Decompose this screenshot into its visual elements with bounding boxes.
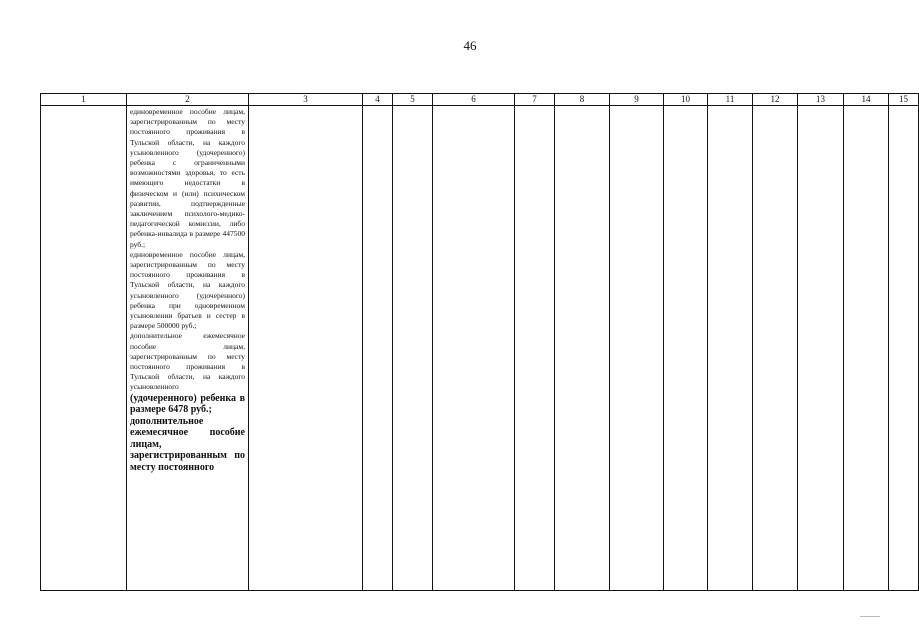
column-header: 15: [889, 94, 919, 106]
column-header: 4: [363, 94, 393, 106]
table-cell: [363, 106, 393, 591]
table-cell: [515, 106, 555, 591]
column-header: 5: [393, 94, 433, 106]
scan-mark: [860, 616, 880, 617]
data-table: [40, 93, 919, 591]
table-cell: [41, 106, 127, 591]
table-cell: [249, 106, 363, 591]
column-header: 1: [41, 94, 127, 106]
description-cell: [127, 106, 249, 591]
column-header: 11: [708, 94, 753, 106]
header-row: [41, 94, 919, 106]
column-header: 14: [844, 94, 889, 106]
column-header: 6: [433, 94, 515, 106]
column-header: 12: [753, 94, 798, 106]
column-header: 3: [249, 94, 363, 106]
page-number: 46: [463, 38, 477, 53]
table-cell: [664, 106, 708, 591]
table-cell: [555, 106, 610, 591]
benefit-paragraph: (удочеренного) ребенка в размере 6478 руб.;: [130, 392, 245, 416]
column-header: 13: [798, 94, 844, 106]
table-cell: [753, 106, 798, 591]
benefit-paragraph: дополнительное ежемесячное пособие лицам, зарегистрированным по месту постоянного: [130, 415, 245, 473]
table-cell: [844, 106, 889, 591]
column-header: 8: [555, 94, 610, 106]
benefit-paragraph: единовременное пособие лицам, зарегистрированным по месту постоянного проживания в Тульской области, на каждого усыновленного (удочеренного) ребенка при одновременном усыновлении братьев и сестер в размере 500000 руб.;: [130, 249, 245, 331]
column-header: 2: [127, 94, 249, 106]
column-header: 7: [515, 94, 555, 106]
benefit-paragraph: дополнительное ежемесячное пособие лицам, зарегистрированным по месту постоянного проживания в Тульской области, на каждого усыновленного: [130, 331, 245, 392]
table-cell: [393, 106, 433, 591]
table-cell: [433, 106, 515, 591]
column-header: 10: [664, 94, 708, 106]
table-cell: [889, 106, 919, 591]
table-cell: [708, 106, 753, 591]
benefit-paragraph: единовременное пособие лицам, зарегистрированным по месту постоянного проживания в Тульской области, на каждого усыновленного (удочеренного) ребенка с ограниченными возможностями здоровья, то есть имеющего недостатки в физическом и (или) психическом развитии, подтвержденные заключением психолого-медико-педагогической комиссии, либо ребенка-инвалида в размере 447500 руб.;: [130, 107, 245, 249]
column-header: 9: [610, 94, 664, 106]
table-cell: [798, 106, 844, 591]
table-row: [41, 106, 919, 591]
table-cell: [610, 106, 664, 591]
